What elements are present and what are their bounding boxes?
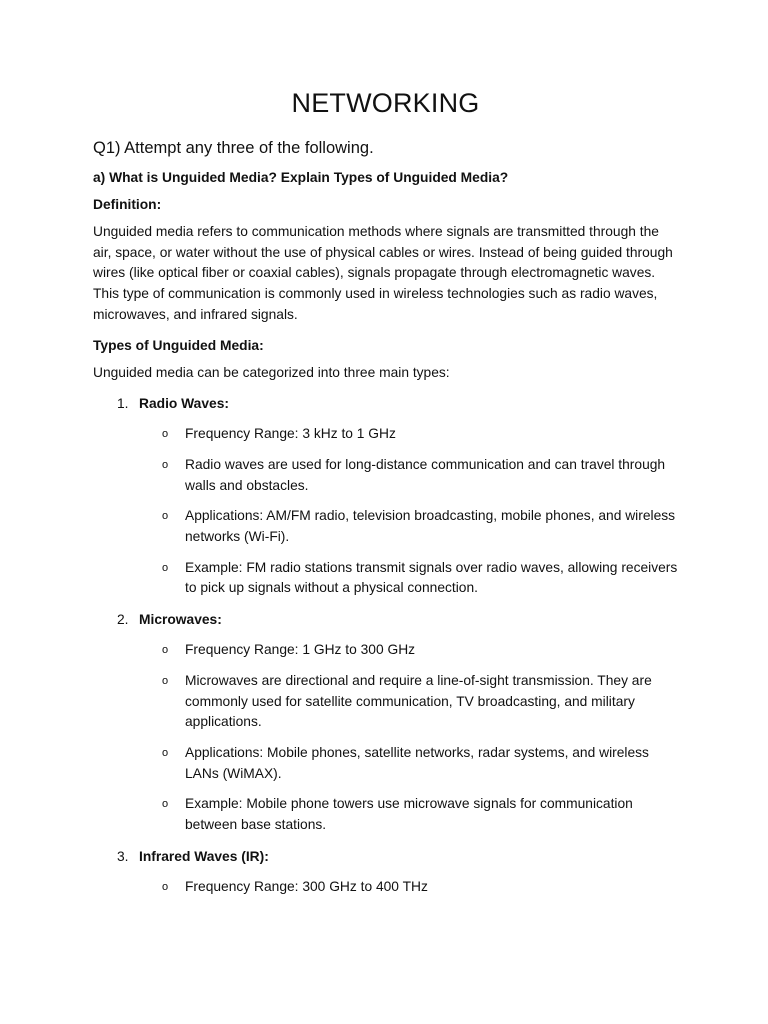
type-name: Infrared Waves (IR): — [139, 848, 269, 864]
bullet-marker: o — [162, 880, 169, 893]
definition-paragraph: Unguided media refers to communication methods where signals are transmitted through the air, space, or water without the use of physical cables or wires. Instead of being guided through wires (like optical fiber or coaxial cables), signals propagate through electromagnetic waves. This type of communication is commonly used in wireless technologies such as radio waves, microwaves, and infrared signals. — [93, 224, 673, 322]
types-intro-paragraph: Unguided media can be categorized into three main types: — [93, 364, 450, 380]
question-heading: Q1) Attempt any three of the following. — [93, 139, 374, 157]
bullet-text: Radio waves are used for long-distance communication and can travel through walls and obstacles. — [185, 456, 666, 493]
type-number: 1. — [117, 396, 129, 412]
type-item-infrared-waves — [117, 847, 678, 867]
type-name: Microwaves: — [139, 612, 222, 628]
bullet-marker: o — [162, 798, 169, 811]
bullet-item — [162, 506, 678, 547]
bullet-text: Example: FM radio stations transmit signals over radio waves, allowing receivers to pick up signals without a physical connection. — [185, 559, 678, 596]
bullet-item — [162, 455, 678, 496]
bullet-text: Frequency Range: 3 kHz to 1 GHz — [185, 426, 396, 442]
bullet-item — [162, 794, 678, 835]
bullet-text: Frequency Range: 300 GHz to 400 THz — [185, 878, 428, 894]
bullet-text: Applications: Mobile phones, satellite networks, radar systems, and wireless LANs (WiMAX). — [185, 744, 649, 781]
type-number: 2. — [117, 612, 129, 628]
bullet-text: Applications: AM/FM radio, television broadcasting, mobile phones, and wireless networks (Wi-Fi). — [185, 508, 676, 545]
types-heading: Types of Unguided Media: — [93, 337, 264, 353]
bullet-marker: o — [162, 510, 169, 523]
bullet-marker: o — [162, 674, 169, 687]
bullet-item — [162, 558, 678, 599]
bullet-marker: o — [162, 458, 169, 471]
bullet-item — [162, 640, 678, 661]
bullet-item — [162, 424, 678, 445]
type-name: Radio Waves: — [139, 396, 229, 412]
bullet-text: Microwaves are directional and require a line-of-sight transmission. They are commonly used for satellite communication, TV broadcasting, and military applications. — [185, 672, 652, 730]
bullet-marker: o — [162, 428, 169, 441]
subquestion-heading: a) What is Unguided Media? Explain Types of Unguided Media? — [93, 170, 509, 185]
bullet-item — [162, 877, 678, 898]
type-item-radio-waves — [117, 394, 678, 414]
bullet-text: Frequency Range: 1 GHz to 300 GHz — [185, 642, 416, 658]
bullet-item — [162, 671, 678, 733]
bullet-marker: o — [162, 644, 169, 657]
document-title: NETWORKING — [291, 88, 480, 118]
bullet-item — [162, 743, 678, 784]
definition-heading: Definition: — [93, 197, 162, 212]
type-item-microwaves — [117, 610, 678, 630]
bullet-text: Example: Mobile phone towers use microwave signals for communication between base stations. — [185, 796, 633, 833]
bullet-marker: o — [162, 746, 169, 759]
bullet-marker: o — [162, 561, 169, 574]
type-number: 3. — [117, 848, 129, 864]
